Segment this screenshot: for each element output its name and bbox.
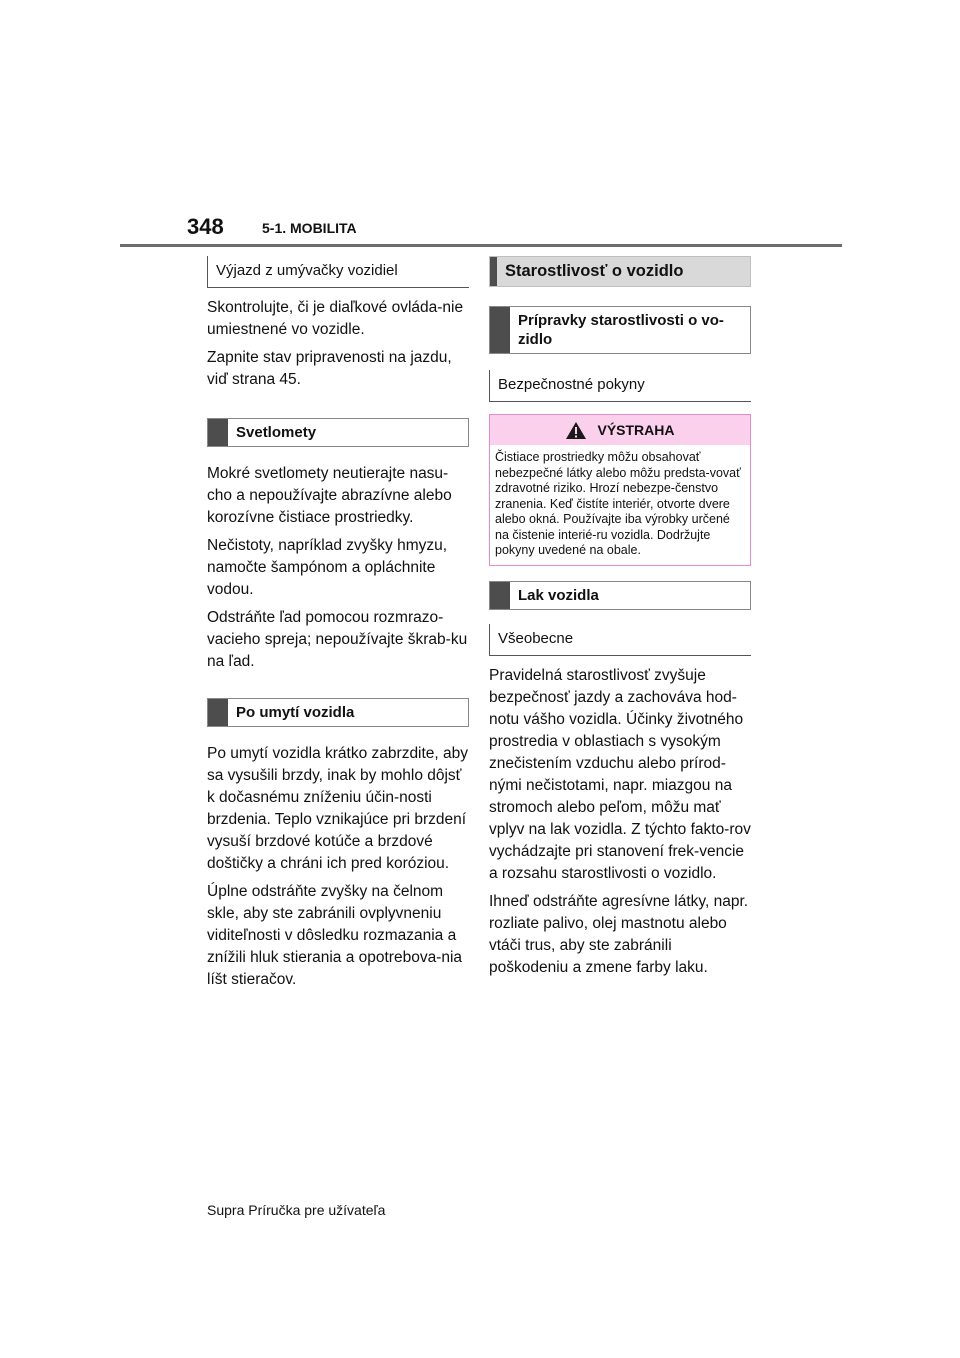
- subheading-general: Všeobecne: [489, 624, 751, 656]
- paragraph: Úplne odstráňte zvyšky na čelnom skle, aby ste zabránili ovplyvneniu viditeľnosti v dôsledku rozmazania a znížili hluk stierania a opotrebova-nia líšt stieračov.: [207, 883, 463, 988]
- heading-bar: [490, 582, 510, 609]
- right-column: [489, 256, 751, 979]
- heading-vehicle-care: Starostlivosť o vozidlo: [489, 256, 751, 287]
- heading-after-wash: Po umytí vozidla: [207, 698, 469, 727]
- left-column: [207, 256, 469, 991]
- header-divider: [120, 244, 842, 247]
- paragraph: Odstráňte ľad pomocou rozmrazo-vacieho spreja; nepoužívajte škrab-ku na ľad.: [207, 609, 468, 670]
- subheading-safety: Bezpečnostné pokyny: [489, 370, 751, 402]
- heading-bar: [208, 419, 228, 446]
- subheading-exit-carwash: Výjazd z umývačky vozidiel: [207, 256, 469, 288]
- heading-paint: Lak vozidla: [489, 581, 751, 610]
- paragraph: Zapnite stav pripravenosti na jazdu, viď strana 45.: [207, 349, 452, 388]
- warning-title: VÝSTRAHA: [597, 422, 675, 438]
- paragraph: Nečistoty, napríklad zvyšky hmyzu, namočte šampónom a opláchnite vodou.: [207, 537, 448, 598]
- heading-headlights: Svetlomety: [207, 418, 469, 447]
- page-number: 348: [187, 214, 224, 239]
- paragraph: Po umytí vozidla krátko zabrzdite, aby sa vysušili brzdy, inak by mohlo dôjsť k dočasnému zníženiu účin-nosti brzdenia. Teplo vznikajúce pri brzdení vysuší brzdové kotúče a brzdové doštičky a chráni ich pred koróziou.: [207, 745, 469, 872]
- footer-text: Supra Príručka pre užívateľa: [207, 1202, 386, 1218]
- section-title: 5-1. MOBILITA: [262, 220, 357, 236]
- warning-header: [490, 415, 750, 445]
- heading-care-products: Prípravky starostlivosti o vo-zidlo: [489, 306, 751, 354]
- heading-bar: [490, 257, 497, 286]
- heading-bar: [490, 307, 510, 353]
- warning-text: Čistiace prostriedky môžu obsahovať nebezpečné látky alebo môžu predsta-vovať zdravotné riziko. Hrozí nebezpe-čenstvo zranenia. Keď čistíte interiér, otvorte dvere alebo okná. Používajte iba výrobky určené na čistenie interié-ru vozidla. Dodržujte pokyny uvedené na obale.: [495, 450, 741, 557]
- warning-box: [489, 414, 751, 566]
- paragraph: Mokré svetlomety neutierajte nasu-cho a nepoužívajte abrazívne alebo korozívne čistiace prostriedky.: [207, 465, 452, 526]
- heading-bar: [208, 699, 228, 726]
- paragraph: Pravidelná starostlivosť zvyšuje bezpečnosť jazdy a zachováva hod-notu vášho vozidla. Účinky životného prostredia v oblastiach s vysokým znečistením vzduchu alebo prírod-nými nečistotami, napr. miazgou na stromoch alebo peľom, môžu mať vplyv na lak vozidla. Z týchto fakto-rov vychádzajte pri stanovení frek-vencie a rozsahu starostlivosti o vozidlo.: [489, 666, 751, 882]
- paragraph: Ihneď odstráňte agresívne látky, napr. rozliate palivo, olej mastnotu alebo vtáči trus, aby ste zabránili poškodeniu a zmene farby laku.: [489, 892, 749, 976]
- warning-triangle-icon: [565, 421, 587, 440]
- paragraph: Skontrolujte, či je diaľkové ovláda-nie umiestnené vo vozidle.: [207, 299, 464, 338]
